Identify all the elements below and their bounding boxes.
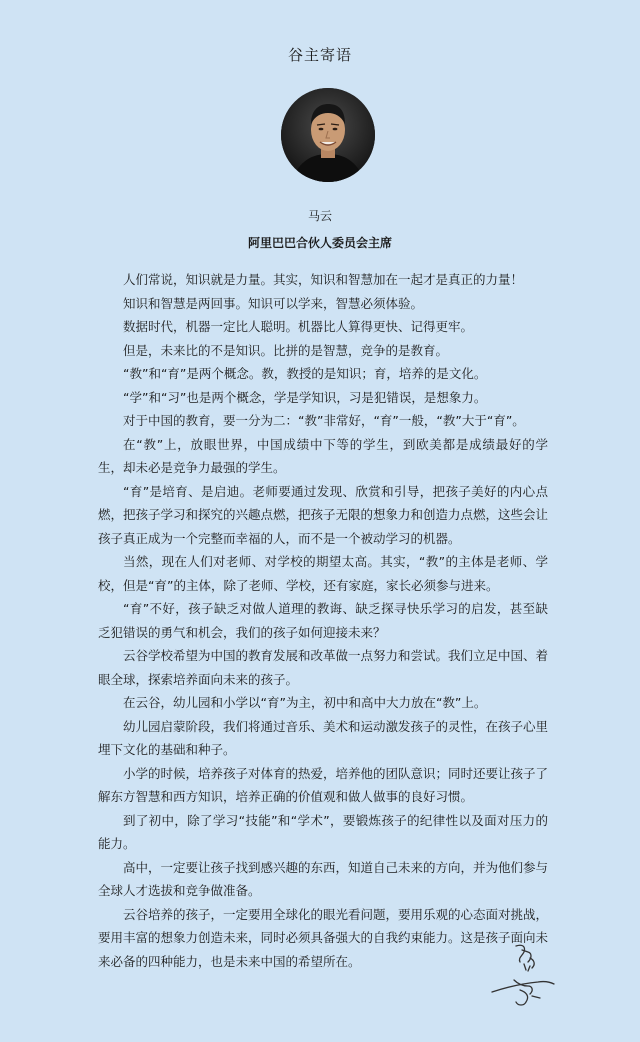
page-title: 谷主寄语 (287, 46, 352, 64)
letter-paragraph: “教”和“育”是两个概念。教，教授的是知识；育，培养的是文化。 (123, 366, 487, 381)
author-role: 阿里巴巴合伙人委员会主席 (247, 236, 392, 250)
letter-paragraph: 云谷培养的孩子，一定要用全球化的眼光看问题，要用乐观的心态面对挑战，要用丰富的想象力创造未来，同时必须具备强大的自我约束能力。这是孩子面向未来必备的四种能力，也是未来中国的希望所在。 (98, 906, 549, 969)
letter-paragraph: 但是，未来比的不是知识。比拼的是智慧，竞争的是教育。 (123, 342, 449, 358)
letter-paragraph: 数据时代，机器一定比人聪明。机器比人算得更快、记得更牢。 (123, 319, 474, 334)
letter-paragraph: 在“教”上，放眼世界，中国成绩中下等的学生，到欧美都是成绩最好的学生，却未必是竞争力最强的学生。 (98, 436, 548, 475)
letter-paragraph: “学”和“习”也是两个概念，学是学知识，习是犯错误，是想象力。 (123, 389, 487, 405)
letter-paragraph: 当然，现在人们对老师、对学校的期望太高。其实，“教”的主体是老师、学校，但是“育”的主体，除了老师、学校，还有家庭，家长必须参与进来。 (98, 554, 548, 593)
letter-paragraph: 到了初中，除了学习“技能”和“学术”，要锻炼孩子的纪律性以及面对压力的能力。 (98, 812, 548, 851)
letter-paragraph: 人们常说，知识就是力量。其实，知识和智慧加在一起才是真正的力量！ (123, 272, 524, 287)
letter-paragraph: 对于中国的教育，要一分为二：“教”非常好，“育”一般，“教”大于“育”。 (123, 413, 525, 428)
handwritten-signature (488, 940, 558, 1010)
letter-paragraph: 高中，一定要让孩子找到感兴趣的东西，知道自己未来的方向，并为他们参与全球人才选拔和竞争做准备。 (98, 859, 549, 898)
letter-body (98, 268, 548, 973)
author-name: 马云 (307, 209, 332, 223)
letter-paragraph: 云谷学校希望为中国的教育发展和改革做一点努力和尝试。我们立足中国、着眼全球，探索培养面向未来的孩子。 (98, 648, 549, 687)
letter-paragraph: 知识和智慧是两回事。知识可以学来，智慧必须体验。 (123, 295, 424, 311)
letter-paragraph: “育”不好，孩子缺乏对做人道理的教诲、缺乏探寻快乐学习的启发，甚至缺乏犯错误的勇气和机会，我们的孩子如何迎接未来？ (98, 601, 548, 640)
author-avatar (281, 88, 375, 182)
letter-paragraph: “育”是培育、是启迪。老师要通过发现、欣赏和引导，把孩子美好的内心点燃，把孩子学习和探究的兴趣点燃，把孩子无限的想象力和创造力点燃，这些会让孩子真正成为一个完整而幸福的人，而不是一个被动学习的机器。 (98, 483, 549, 546)
letter-paragraph: 幼儿园启蒙阶段，我们将通过音乐、美术和运动激发孩子的灵性，在孩子心里埋下文化的基础和种子。 (98, 718, 549, 757)
letter-paragraph: 在云谷，幼儿园和小学以“育”为主，初中和高中大力放在“教”上。 (123, 695, 487, 710)
letter-paragraph: 小学的时候，培养孩子对体育的热爱，培养他的团队意识；同时还要让孩子了解东方智慧和西方知识，培养正确的价值观和做人做事的良好习惯。 (98, 765, 549, 804)
